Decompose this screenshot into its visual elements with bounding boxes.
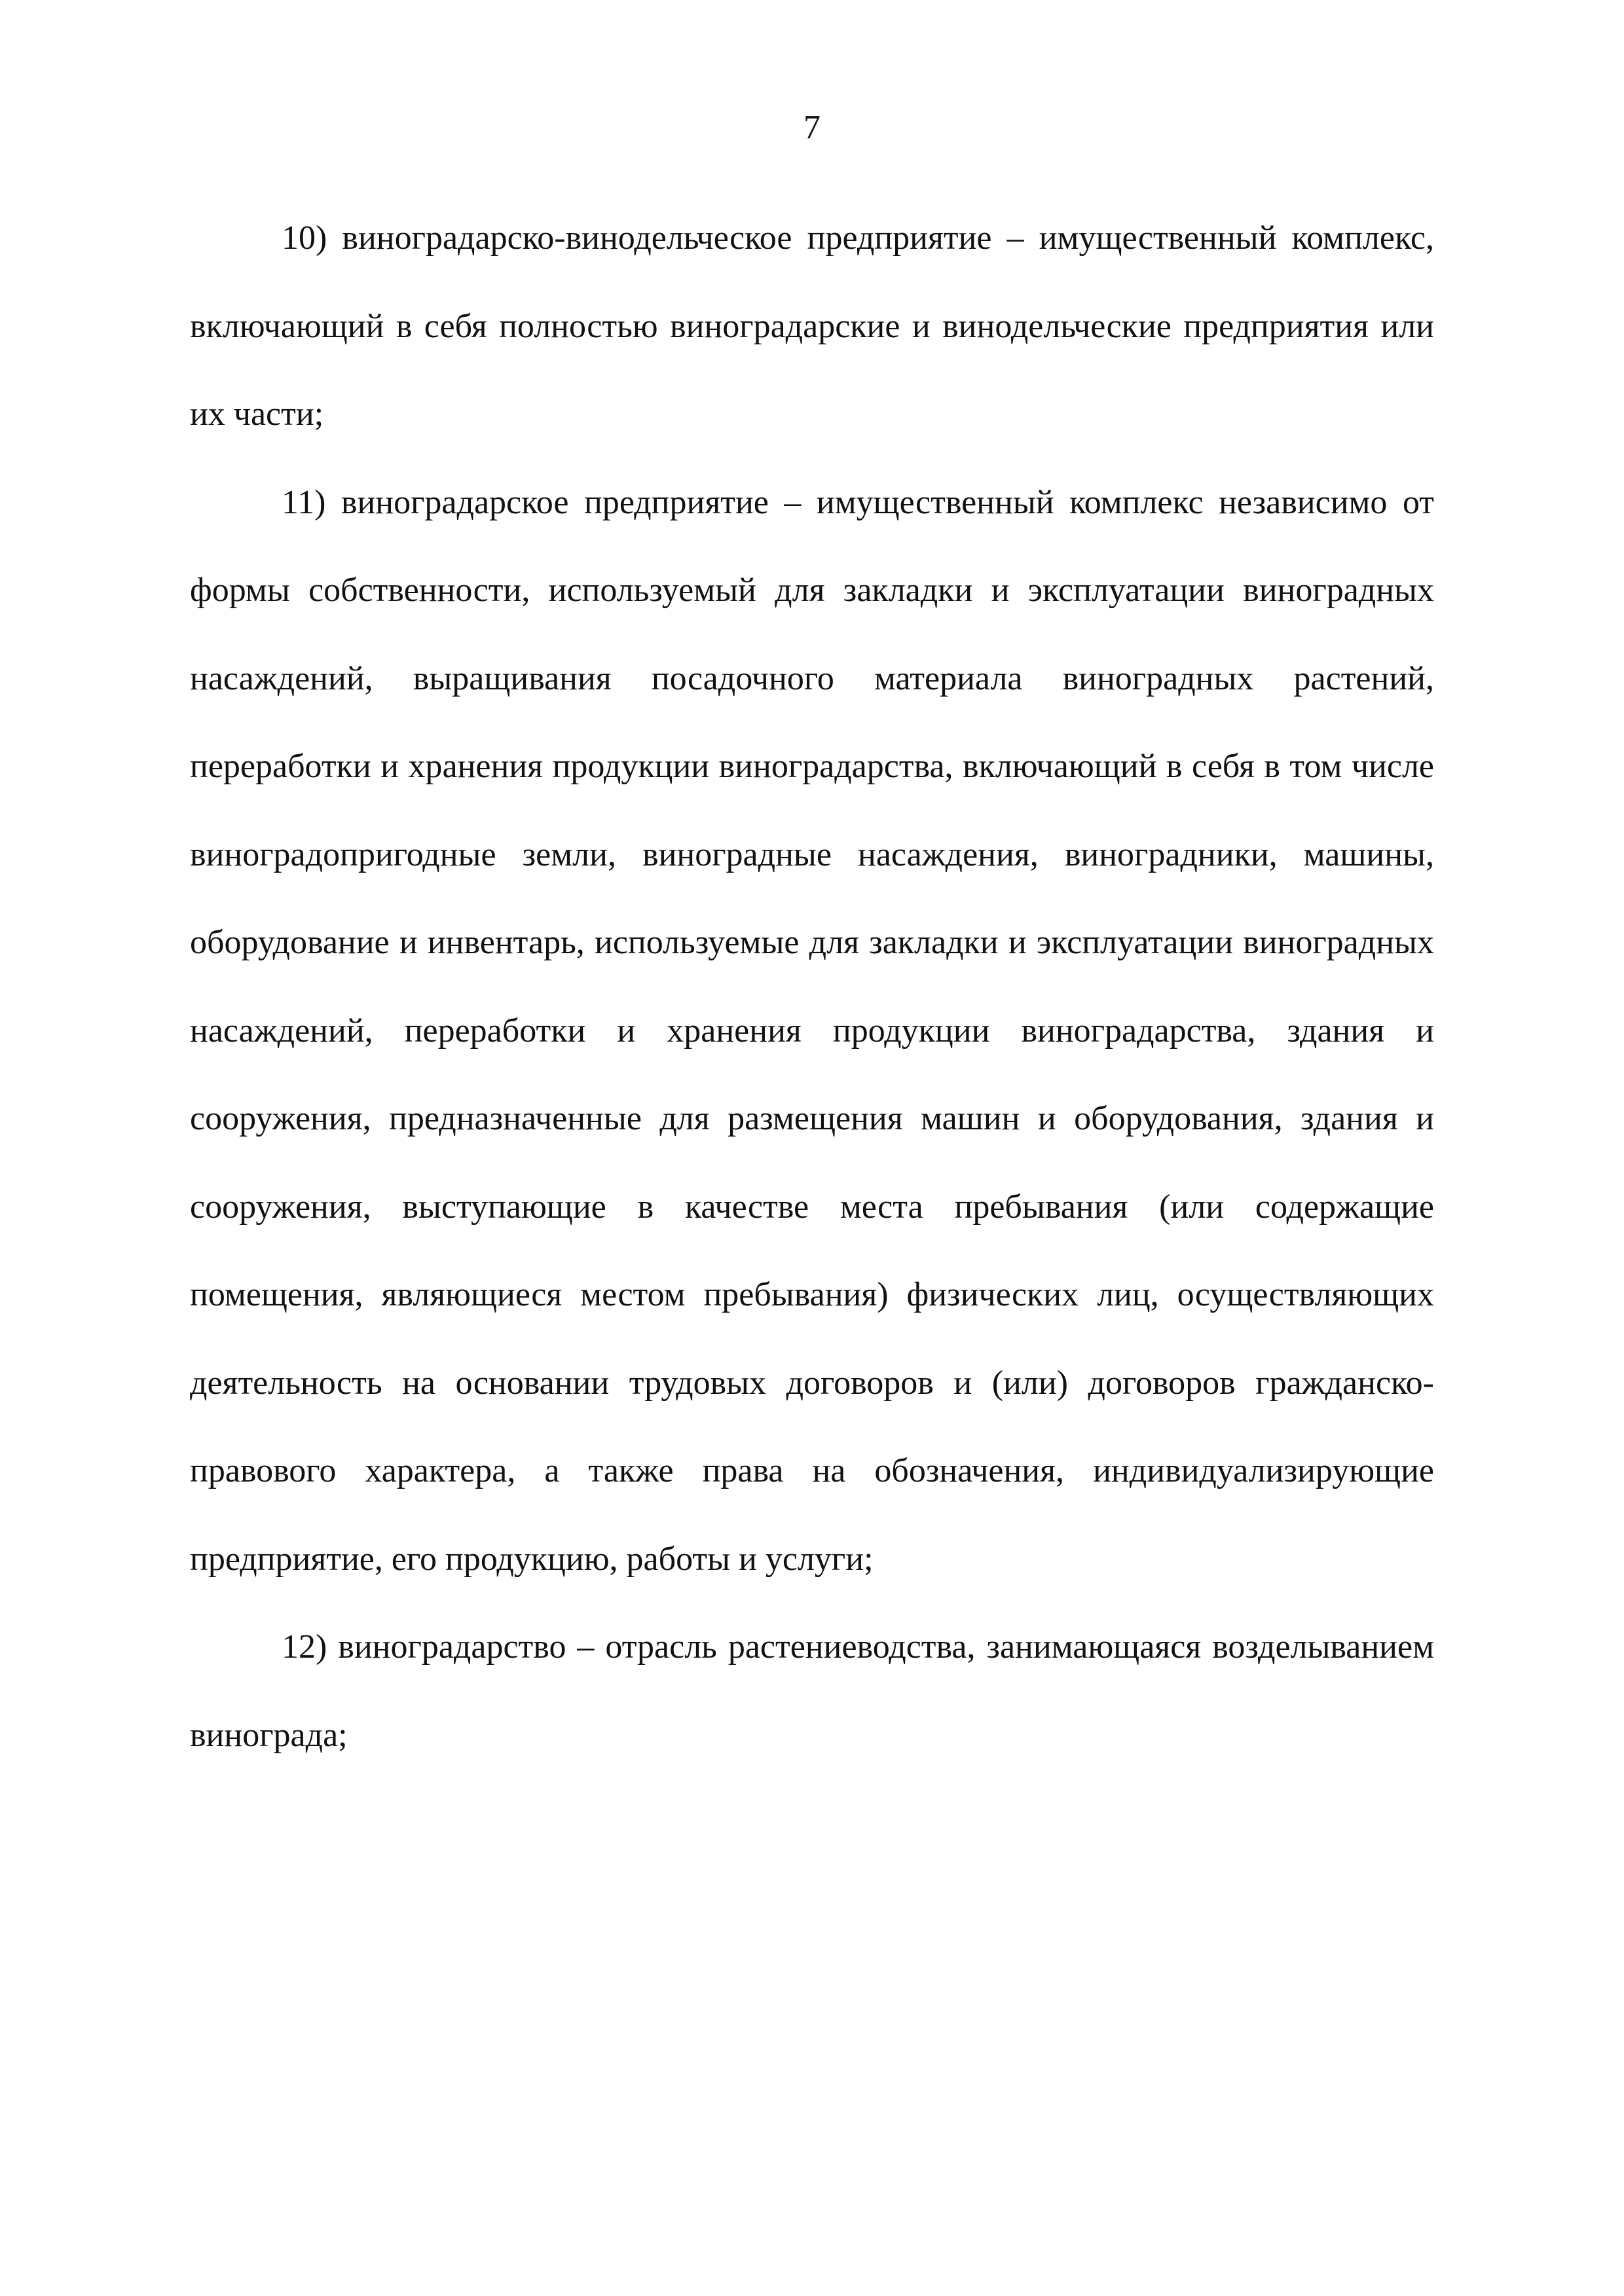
document-body: [190, 194, 1434, 1779]
page-number: 7: [803, 109, 821, 146]
paragraph-item-10: 10) виноградарско-винодельческое предприятие – имущественный комплекс, включающий в себя полностью виноградарские и винодельческие предприятия или их части;: [190, 219, 1434, 433]
paragraph-item-12: 12) виноградарство – отрасль растениеводства, занимающаяся возделыванием винограда;: [190, 1628, 1434, 1754]
paragraph-item-11: 11) виноградарское предприятие – имущественный комплекс независимо от формы собственности, используемый для закладки и эксплуатации виноградных насаждений, выращивания посадочного материала виноградных растений, переработки и хранения продукции виноградарства, включающий в себя в том числе виноградопригодные земли, виноградные насаждения, виноградники, машины, оборудование и инвентарь, используемые для закладки и эксплуатации виноградных насаждений, переработки и хранения продукции виноградарства, здания и сооружения, предназначенные для размещения машин и оборудования, здания и сооружения, выступающие в качестве места пребывания (или содержащие помещения, являющиеся местом пребывания) физических лиц, осуществляющих деятельность на основании трудовых договоров и (или) договоров гражданско-правового характера, а также права на обозначения, индивидуализирующие предприятие, его продукцию, работы и услуги;: [190, 483, 1434, 1578]
